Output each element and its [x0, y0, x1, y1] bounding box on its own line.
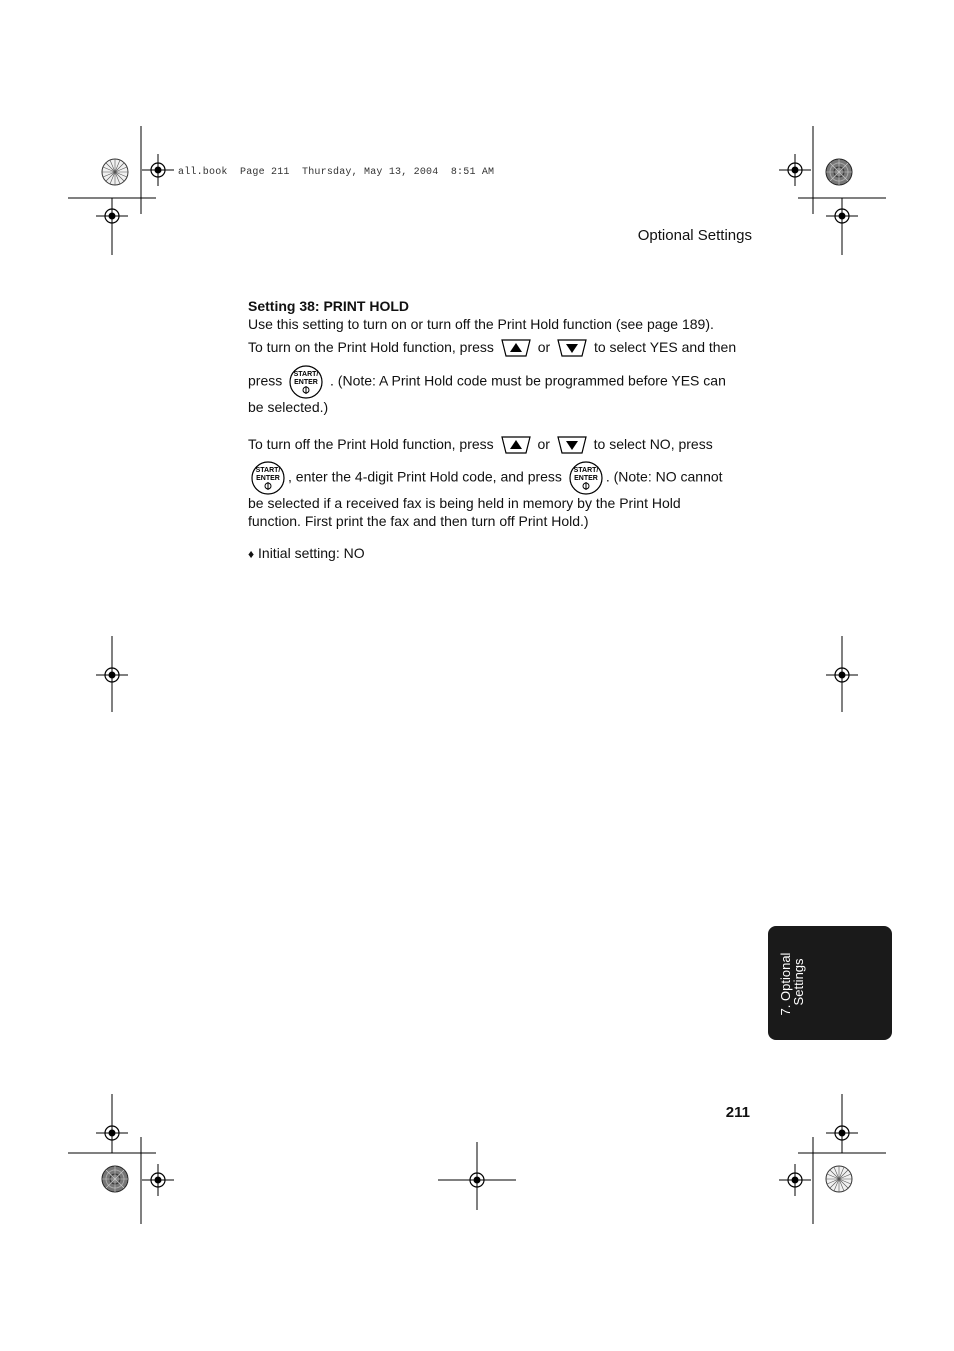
turn-on-text-a: To turn on the Print Hold function, press	[248, 339, 494, 355]
turn-off-text-a: To turn off the Print Hold function, press	[248, 436, 494, 452]
section-heading: Setting 38: PRINT HOLD	[248, 298, 410, 314]
start-enter-key-icon	[287, 365, 325, 399]
registration-mark-icon	[779, 154, 811, 186]
turn-off-text-b: to select NO, press	[593, 436, 713, 452]
turn-off-line-2	[248, 461, 723, 495]
turn-off-note: . (Note: NO cannot	[605, 468, 723, 485]
turn-on-line-1	[248, 338, 736, 357]
turn-on-line-3: be selected.)	[248, 399, 329, 415]
tab-label-line-2: Settings	[791, 958, 806, 1006]
turn-off-text-c: , enter the 4-digit Print Hold code, and press	[288, 468, 562, 485]
start-enter-key-icon	[567, 461, 605, 495]
color-target-icon	[826, 159, 852, 185]
page-number: 211	[725, 1104, 750, 1121]
color-target-icon	[102, 159, 128, 185]
turn-on-line-2	[248, 365, 726, 399]
registration-mark-icon	[826, 200, 858, 232]
chapter-tab-label	[779, 953, 805, 1016]
chapter-tab	[768, 926, 892, 1040]
key-label-start: START/	[293, 371, 319, 378]
running-header: Optional Settings	[637, 227, 752, 244]
or-text: or	[537, 339, 551, 355]
registration-mark-icon	[779, 1164, 811, 1196]
or-text: or	[537, 436, 550, 452]
registration-mark-icon	[96, 200, 128, 232]
initial-setting-item	[248, 544, 365, 563]
key-label-enter: ENTER	[256, 475, 280, 482]
tab-label-line-1: 7. Optional	[778, 952, 793, 1016]
intro-text: Use this setting to turn on or turn off the Print Hold function (see page 189).	[248, 316, 714, 332]
turn-on-note: . (Note: A Print Hold code must be programmed before YES can	[330, 372, 726, 389]
initial-setting-text: Initial setting: NO	[258, 545, 365, 561]
diamond-bullet-icon: ♦	[248, 547, 255, 561]
turn-off-line-3: be selected if a received fax is being held in memory by the Print Hold	[248, 495, 681, 511]
registration-mark-icon	[461, 1164, 493, 1196]
up-arrow-key-icon	[500, 339, 532, 357]
color-target-icon	[826, 1166, 852, 1192]
key-label-enter: ENTER	[294, 379, 318, 386]
print-slug: all.book Page 211 Thursday, May 13, 2004 8:51 AM	[178, 167, 495, 178]
turn-off-line-1	[248, 435, 713, 454]
registration-mark-icon	[142, 1164, 174, 1196]
down-arrow-key-icon	[556, 339, 588, 357]
key-label-enter: ENTER	[573, 475, 598, 482]
up-arrow-key-icon	[500, 436, 532, 454]
registration-mark-icon	[826, 1117, 858, 1149]
turn-off-line-4: function. First print the fax and then turn off Print Hold.)	[248, 513, 589, 529]
registration-mark-icon	[96, 659, 128, 691]
key-label-start: START/	[255, 467, 281, 474]
turn-on-text-b: to select YES and then	[593, 339, 737, 355]
registration-mark-icon	[96, 1117, 128, 1149]
down-arrow-key-icon	[556, 436, 588, 454]
start-enter-key-icon	[249, 461, 287, 495]
registration-mark-icon	[826, 659, 858, 691]
key-label-start: START/	[573, 467, 599, 474]
registration-mark-icon	[142, 154, 174, 186]
press-text: press	[248, 372, 283, 389]
color-target-icon	[102, 1166, 128, 1192]
